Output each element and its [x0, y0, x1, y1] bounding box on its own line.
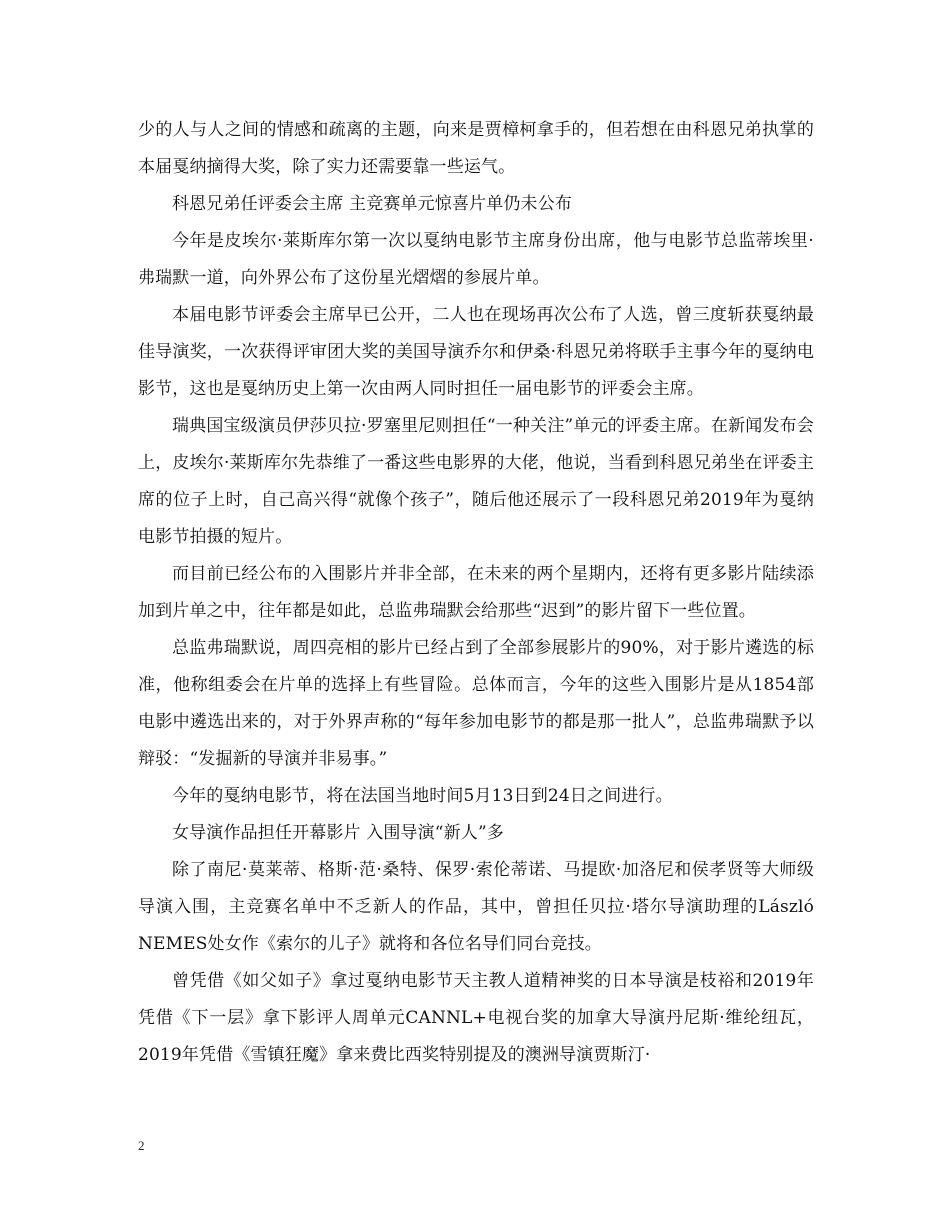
document-body: [138, 112, 814, 1074]
paragraph-7: 总监弗瑞默说，周四亮相的影片已经占到了全部参展影片的90%，对于影片遴选的标准，他称组委会在片单的选择上有些冒险。总体而言，今年的这些入围影片是从1854部电影中遴选出来的，对于外界声称的“每年参加电影节的都是那一批人”，总监弗瑞默予以辩驳：“发掘新的导演并非易事。”: [138, 638, 814, 769]
paragraph-1: 少的人与人之间的情感和疏离的主题，向来是贾樟柯拿手的，但若想在由科恩兄弟执掌的本届戛纳摘得大奖，除了实力还需要靠一些运气。: [138, 120, 814, 177]
paragraph-4: 本届电影节评委会主席早已公开，二人也在现场再次公布了人选，曾三度斩获戛纳最佳导演奖，一次获得评审团大奖的美国导演乔尔和伊桑·科恩兄弟将联手主事今年的戛纳电影节，这也是戛纳历史上第一次由两人同时担任一届电影节的评委会主席。: [138, 305, 814, 399]
paragraph-11: 曾凭借《如父如子》拿过戛纳电影节天主教人道精神奖的日本导演是枝裕和2019年凭借《下一层》拿下影评人周单元CANNL+电视台奖的加拿大导演丹尼斯·维纶纽瓦，2019年凭借《雪镇狂魔》拿来费比西奖特别提及的澳洲导演贾斯汀·: [138, 971, 814, 1065]
page-number: 2: [138, 1138, 145, 1153]
section-heading-jury: 科恩兄弟任评委会主席 主竞赛单元惊喜片单仍未公布: [172, 194, 573, 214]
paragraph-5: 瑞典国宝级演员伊莎贝拉·罗塞里尼则担任“一种关注”单元的评委主席。在新闻发布会上，皮埃尔·莱斯库尔先恭维了一番这些电影界的大佬，他说，当看到科恩兄弟坐在评委主席的位子上时，自己高兴得“就像个孩子”，随后他还展示了一段科恩兄弟2019年为戛纳电影节拍摄的短片。: [138, 416, 814, 547]
paragraph-3: 今年是皮埃尔·莱斯库尔第一次以戛纳电影节主席身份出席，他与电影节总监蒂埃里·弗瑞默一道，向外界公布了这份星光熠熠的参展片单。: [138, 231, 814, 288]
paragraph-10: 除了南尼·莫莱蒂、格斯·范·桑特、保罗·索伦蒂诺、马提欧·加洛尼和侯孝贤等大师级导演入围，主竞赛名单中不乏新人的作品，其中，曾担任贝拉·塔尔导演助理的László NEMES处女作《索尔的儿子》就将和各位名导们同台竞技。: [138, 860, 814, 954]
section-heading-directors: 女导演作品担任开幕影片 入围导演“新人”多: [172, 823, 504, 843]
paragraph-6: 而目前已经公布的入围影片并非全部，在未来的两个星期内，还将有更多影片陆续添加到片单之中，往年都是如此，总监弗瑞默会给那些“迟到”的影片留下一些位置。: [138, 564, 814, 621]
paragraph-8: 今年的戛纳电影节，将在法国当地时间5月13日到24日之间进行。: [172, 786, 673, 806]
